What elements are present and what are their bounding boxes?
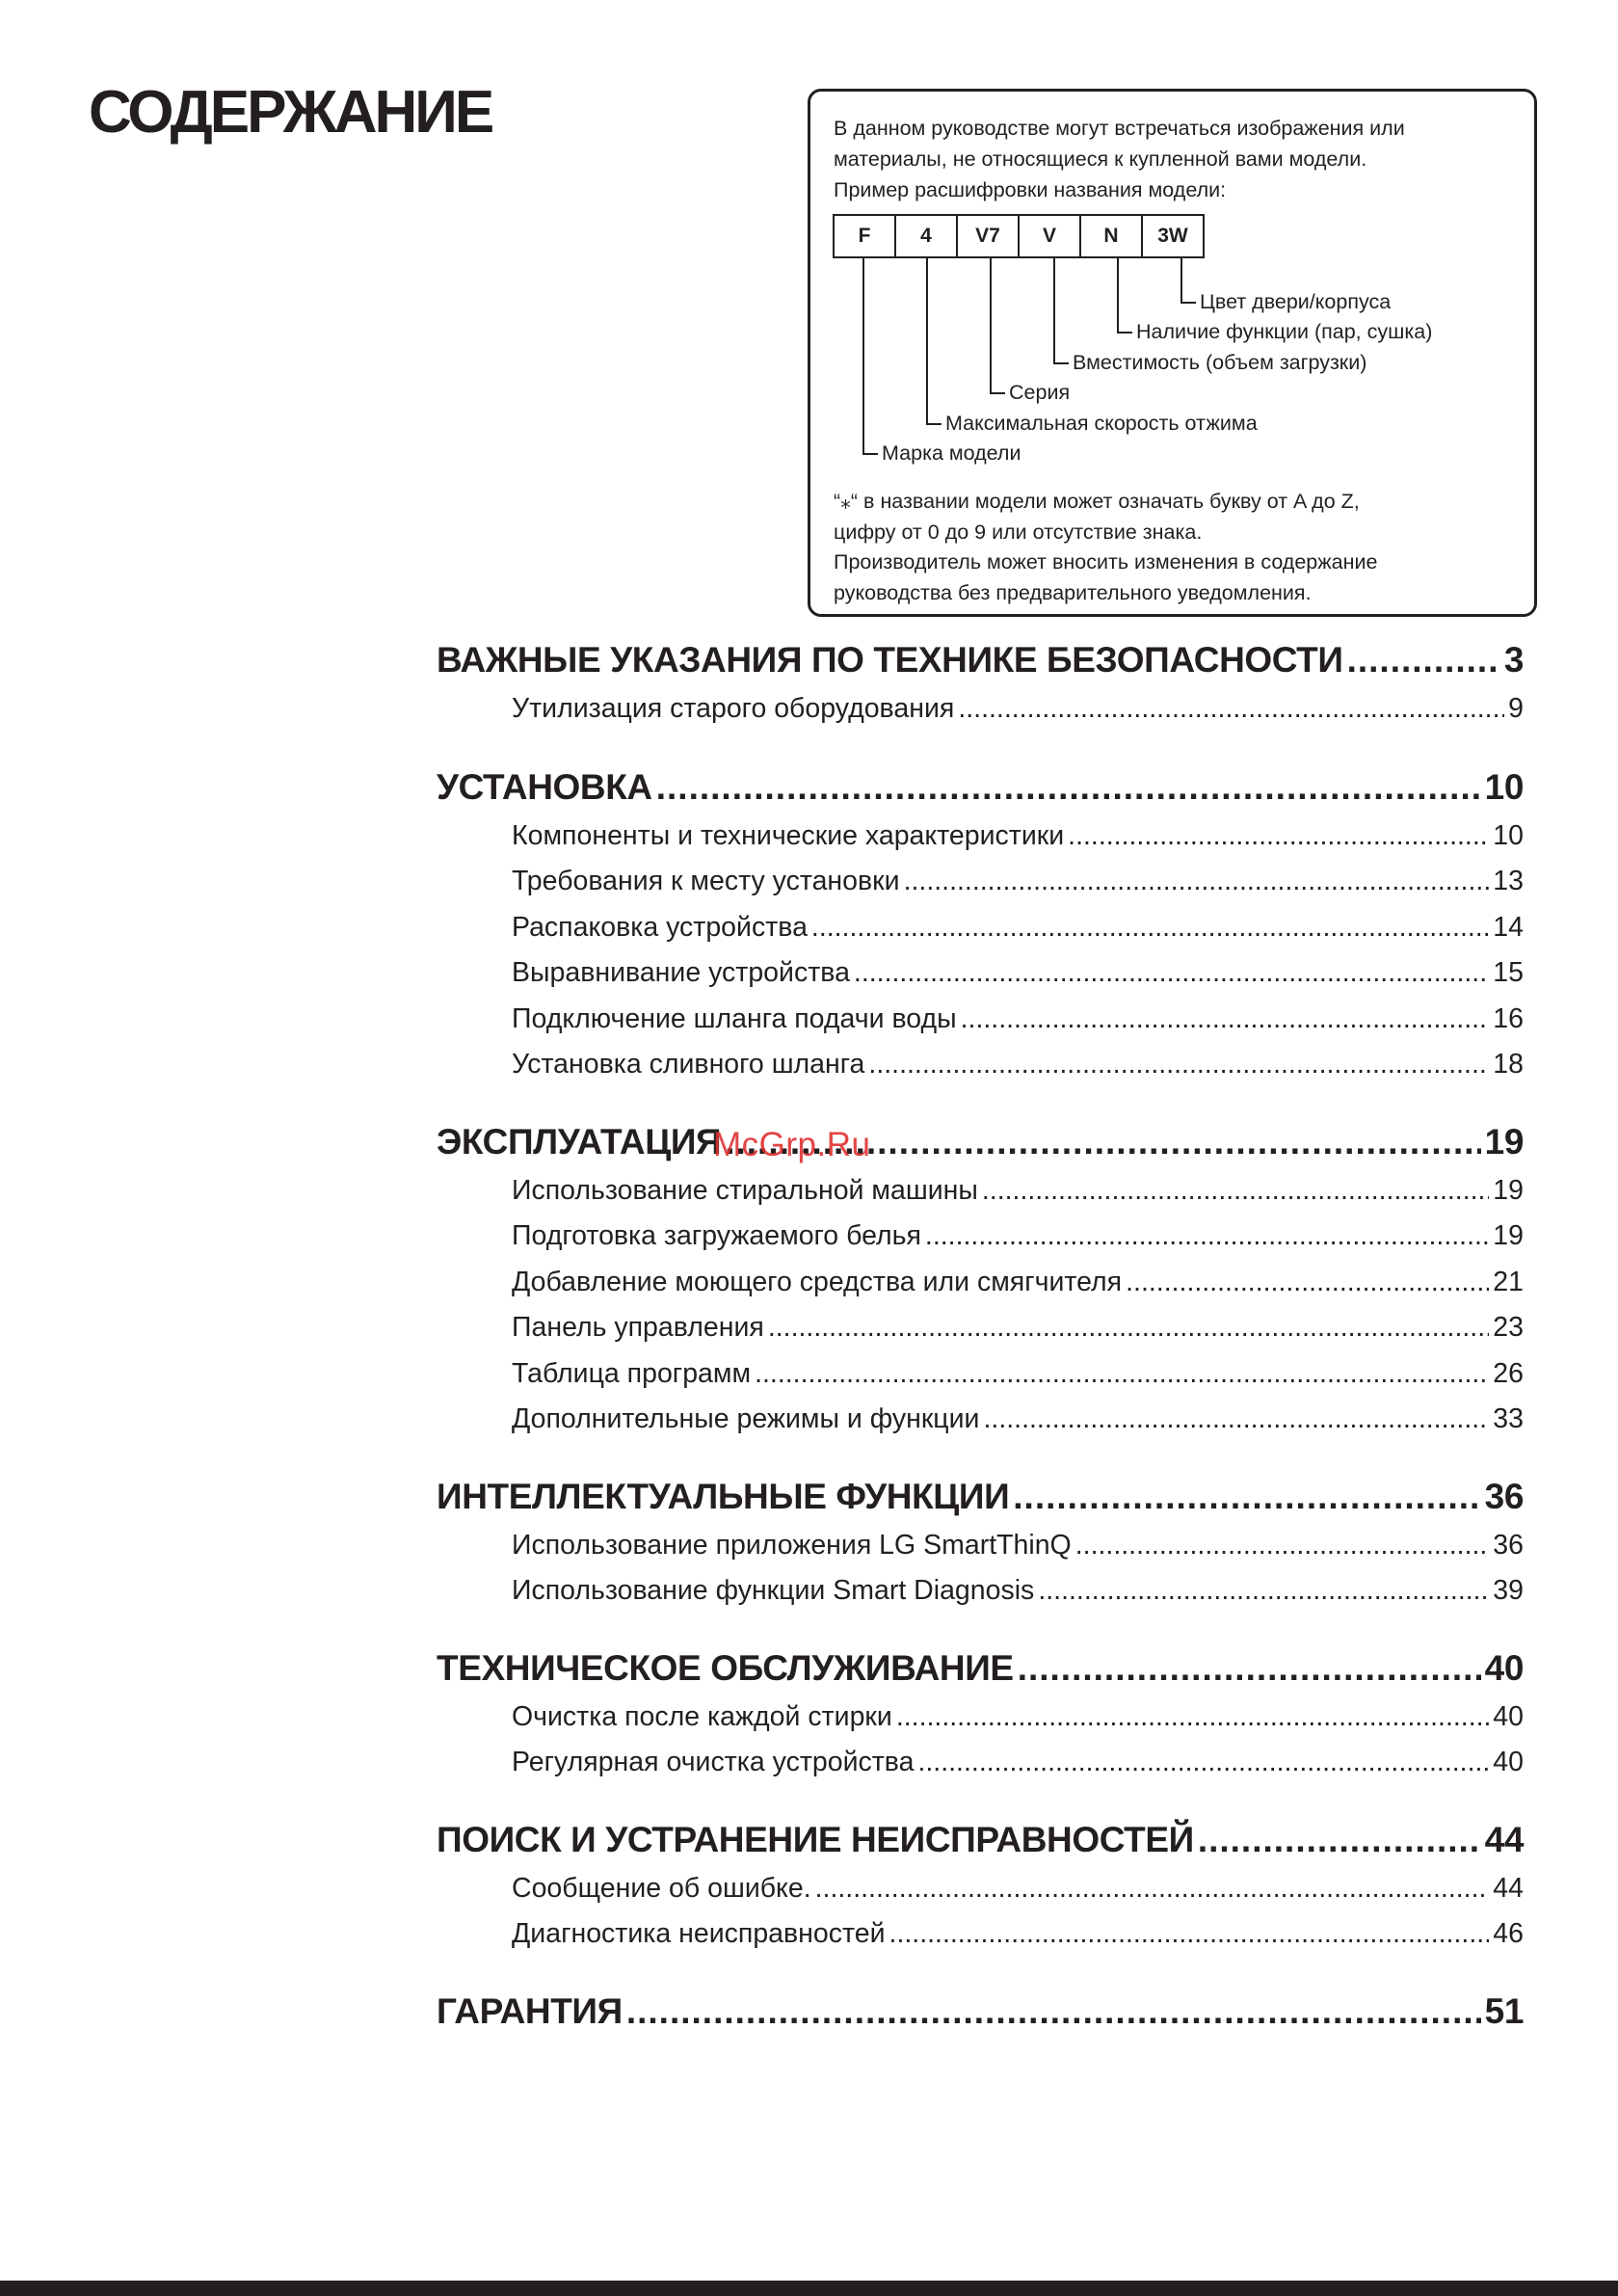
- toc-item-title: Утилизация старого оборудования: [512, 693, 955, 724]
- toc-item[interactable]: [512, 820, 1524, 852]
- toc-page-number: 40: [1493, 1747, 1524, 1777]
- toc-item-title: Дополнительные режимы и функции: [512, 1403, 980, 1434]
- decoder-line-capacity: [1054, 258, 1069, 363]
- toc-item[interactable]: [512, 1049, 1524, 1081]
- toc-section-installation[interactable]: [437, 767, 1524, 808]
- toc-page-number: 10: [1484, 767, 1524, 807]
- info-note-line: руководства без предварительного уведомления.: [834, 581, 1312, 604]
- toc-section-operation[interactable]: [437, 1122, 1524, 1162]
- toc-page-number: 39: [1493, 1575, 1524, 1606]
- legend-series: Серия: [1009, 381, 1071, 404]
- toc-leader: [626, 1991, 1481, 2032]
- toc-item[interactable]: [512, 1220, 1524, 1252]
- toc-page-number: 15: [1493, 957, 1524, 988]
- info-intro-line: В данном руководстве могут встречаться изображения или: [834, 117, 1405, 140]
- model-code-cell: V: [1018, 214, 1081, 258]
- legend-brand: Марка модели: [882, 441, 1021, 465]
- toc-item[interactable]: [512, 957, 1524, 989]
- toc-item-title: Добавление моющего средства или смягчителя: [512, 1267, 1123, 1297]
- toc-item-title: Очистка после каждой стирки: [512, 1701, 892, 1732]
- toc-item[interactable]: [512, 1873, 1524, 1905]
- legend-door-color: Цвет двери/корпуса: [1200, 290, 1392, 313]
- toc-section-title: УСТАНОВКА: [437, 767, 652, 807]
- footer-rule: [0, 2281, 1618, 2296]
- toc-page-number: 33: [1493, 1403, 1524, 1434]
- toc-leader: [982, 1175, 1489, 1207]
- decoder-line-color: [1181, 258, 1196, 303]
- toc-section-maintenance[interactable]: [437, 1648, 1524, 1689]
- model-code-cell: N: [1079, 214, 1143, 258]
- toc-page-number: 19: [1484, 1122, 1524, 1161]
- toc-item-title: Использование стиральной машины: [512, 1175, 978, 1206]
- toc-leader: [815, 1873, 1490, 1905]
- toc-section-title: ЭКСПЛУАТАЦИЯ: [437, 1122, 722, 1161]
- toc-page-number: 23: [1493, 1312, 1524, 1343]
- toc-leader: [889, 1918, 1490, 1950]
- toc-item-title: Подготовка загружаемого белья: [512, 1220, 921, 1251]
- toc-section-title: ВАЖНЫЕ УКАЗАНИЯ ПО ТЕХНИКЕ БЕЗОПАСНОСТИ: [437, 640, 1343, 680]
- toc-section-title: ИНТЕЛЛЕКТУАЛЬНЫЕ ФУНКЦИИ: [437, 1477, 1010, 1516]
- info-note-line: цифру от 0 до 9 или отсутствие знака.: [834, 521, 1203, 544]
- toc-leader: [868, 1049, 1489, 1081]
- model-code-cell: 4: [894, 214, 958, 258]
- toc-page-number: 36: [1493, 1530, 1524, 1561]
- toc-leader: [755, 1358, 1489, 1390]
- toc-page-number: 44: [1493, 1873, 1524, 1904]
- toc-item[interactable]: [512, 1003, 1524, 1035]
- toc-page-number: 51: [1484, 1991, 1524, 2031]
- toc-leader: [811, 912, 1489, 944]
- toc-item[interactable]: [512, 1918, 1524, 1950]
- toc-item-title: Выравнивание устройства: [512, 957, 850, 988]
- toc-leader: [1068, 820, 1489, 852]
- toc-page-number: 26: [1493, 1358, 1524, 1389]
- toc-leader: [917, 1747, 1489, 1778]
- toc-leader: [1013, 1477, 1480, 1517]
- toc-leader: [1075, 1530, 1490, 1562]
- toc-page-number: 40: [1493, 1701, 1524, 1732]
- toc-leader: [656, 767, 1481, 808]
- toc-page-number: 3: [1503, 640, 1524, 680]
- toc-leader: [1038, 1575, 1489, 1607]
- toc-section-title: ГАРАНТИЯ: [437, 1991, 623, 2031]
- watermark: McGrp.Ru: [713, 1126, 871, 1163]
- toc-item-title: Панель управления: [512, 1312, 764, 1343]
- decoder-line-brand: [863, 258, 878, 454]
- toc-leader: [961, 1003, 1490, 1035]
- toc-item[interactable]: [512, 866, 1524, 897]
- toc-item[interactable]: [512, 1575, 1524, 1607]
- toc-page-number: 46: [1493, 1918, 1524, 1949]
- decoder-line-function: [1118, 258, 1132, 333]
- toc-leader: [896, 1701, 1489, 1733]
- model-info-box: [808, 89, 1537, 617]
- toc-page-number: 13: [1493, 866, 1524, 896]
- toc-section-safety[interactable]: [437, 640, 1524, 681]
- decoder-line-series: [991, 258, 1005, 393]
- toc-page-number: 14: [1493, 912, 1524, 943]
- toc-item-title: Таблица программ: [512, 1358, 752, 1389]
- toc-item-title: Регулярная очистка устройства: [512, 1747, 915, 1777]
- toc-leader: [958, 693, 1504, 725]
- toc-leader: [1126, 1267, 1489, 1298]
- toc-page-number: 19: [1493, 1175, 1524, 1206]
- toc-item[interactable]: [512, 1312, 1524, 1344]
- toc-item[interactable]: [512, 1267, 1524, 1298]
- toc-section-troubleshooting[interactable]: [437, 1820, 1524, 1860]
- legend-function: Наличие функции (пар, сушка): [1136, 320, 1433, 343]
- toc-leader: [1018, 1648, 1481, 1689]
- toc-item[interactable]: [512, 1701, 1524, 1733]
- page-title: СОДЕРЖАНИЕ: [89, 79, 492, 146]
- info-intro-line: материалы, не относящиеся к купленной вами модели.: [834, 147, 1367, 171]
- toc-item-title: Распаковка устройства: [512, 912, 808, 943]
- toc-item[interactable]: [512, 1175, 1524, 1207]
- toc-item-title: Требования к месту установки: [512, 866, 900, 896]
- model-code-cell: F: [833, 214, 896, 258]
- model-code-cell: 3W: [1141, 214, 1205, 258]
- toc-item-title: Компоненты и технические характеристики: [512, 820, 1065, 851]
- toc-leader: [904, 866, 1490, 897]
- toc-item-title: Подключение шланга подачи воды: [512, 1003, 957, 1034]
- decoder-line-spin: [927, 258, 942, 424]
- toc-leader: [1198, 1820, 1481, 1860]
- toc-item[interactable]: [512, 1747, 1524, 1778]
- toc-page-number: 21: [1493, 1267, 1524, 1297]
- model-code-cell: V7: [956, 214, 1020, 258]
- toc-item[interactable]: [512, 693, 1524, 725]
- toc-item[interactable]: [512, 1358, 1524, 1390]
- toc-leader: [768, 1312, 1489, 1344]
- toc-item-title: Диагностика неисправностей: [512, 1918, 886, 1949]
- toc-item-title: Использование приложения LG SmartThinQ: [512, 1530, 1072, 1561]
- legend-capacity: Вместимость (объем загрузки): [1073, 351, 1367, 374]
- toc-leader: [983, 1403, 1489, 1435]
- toc-page-number: 44: [1484, 1820, 1524, 1859]
- legend-spin-speed: Максимальная скорость отжима: [945, 412, 1258, 435]
- toc-page-number: 40: [1484, 1648, 1524, 1688]
- toc-leader: [1347, 640, 1500, 681]
- toc-page-number: 16: [1493, 1003, 1524, 1034]
- toc-item-title: Сообщение об ошибке.: [512, 1873, 811, 1904]
- toc-item[interactable]: [512, 1530, 1524, 1562]
- info-note-line: “⁎“ в названии модели может означать букву от A до Z,: [834, 490, 1360, 513]
- toc-item[interactable]: [512, 912, 1524, 944]
- toc-section-warranty[interactable]: [437, 1991, 1524, 2032]
- toc-page-number: 10: [1493, 820, 1524, 851]
- toc-section-title: ТЕХНИЧЕСКОЕ ОБСЛУЖИВАНИЕ: [437, 1648, 1014, 1688]
- toc-item-title: Использование функции Smart Diagnosis: [512, 1575, 1035, 1606]
- toc-item-title: Установка сливного шланга: [512, 1049, 865, 1080]
- toc-page-number: 18: [1493, 1049, 1524, 1080]
- toc-page-number: 19: [1493, 1220, 1524, 1251]
- info-note-line: Производитель может вносить изменения в содержание: [834, 550, 1378, 574]
- toc-leader: [854, 957, 1489, 989]
- info-intro-line: Пример расшифровки названия модели:: [834, 178, 1227, 201]
- toc-item[interactable]: [512, 1403, 1524, 1435]
- toc-section-title: ПОИСК И УСТРАНЕНИЕ НЕИСПРАВНОСТЕЙ: [437, 1820, 1194, 1859]
- toc-leader: [925, 1220, 1489, 1252]
- toc-section-smart[interactable]: [437, 1477, 1524, 1517]
- toc-page-number: 9: [1508, 693, 1524, 724]
- toc-page-number: 36: [1484, 1477, 1524, 1516]
